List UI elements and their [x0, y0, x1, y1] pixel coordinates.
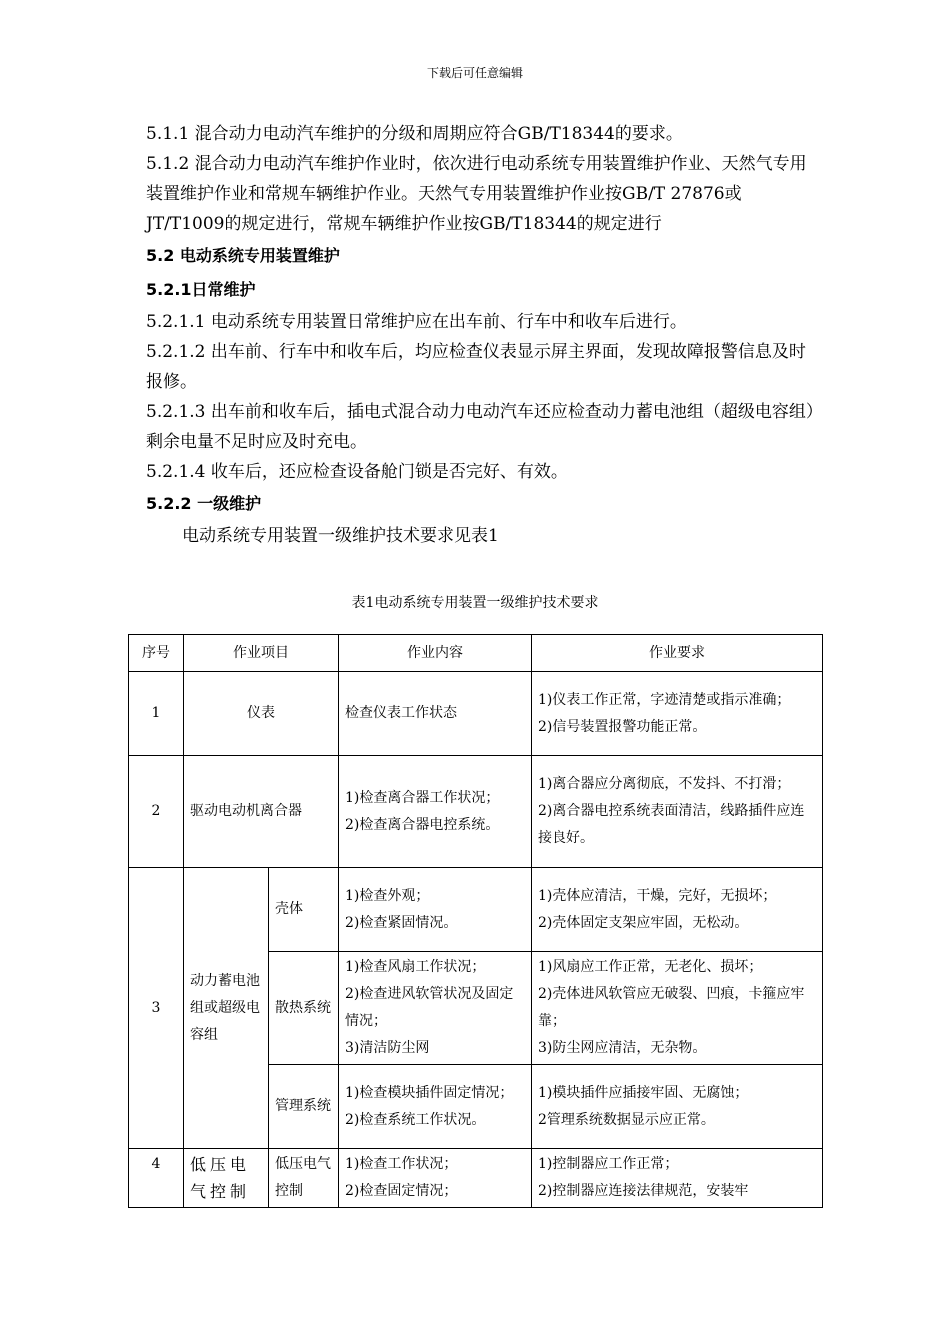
content-line: 2)检查进风软管状况及固定情况；	[345, 986, 514, 1029]
cell-subitem: 壳体	[269, 868, 339, 952]
cell-requirement	[532, 1065, 823, 1149]
requirement-line: 1)风扇应工作正常，无老化、损坏；	[538, 959, 763, 975]
cell-no: 1	[129, 672, 184, 756]
requirement-line: 1)离合器应分离彻底，不发抖、不打滑；	[538, 776, 791, 792]
content-line: 2)检查离合器电控系统。	[345, 816, 500, 833]
cell-no: 2	[129, 756, 184, 868]
content-line: 3)清洁防尘网	[345, 1040, 430, 1056]
heading-5-2-2: 5.2.2 一级维护	[146, 494, 262, 513]
header-item: 作业项目	[184, 635, 339, 672]
cell-item: 驱动电动机离合器	[184, 756, 339, 868]
paragraph-5-2-1-1: 5.2.1.1 电动系统专用装置日常维护应在出车前、行车中和收车后进行。	[146, 312, 687, 332]
table-caption: 表1电动系统专用装置一级维护技术要求	[351, 595, 599, 611]
requirement-line: 1)模块插件应插接牢固、无腐蚀；	[538, 1084, 749, 1101]
cell-content	[339, 868, 532, 952]
cell-requirement	[532, 868, 823, 952]
cell-subitem: 管理系统	[269, 1065, 339, 1149]
requirement-line: 2)壳体固定支架应牢固，无松动。	[538, 914, 749, 931]
paragraph-5-2-1-3: 5.2.1.3 出车前和收车后，插电式混合动力电动汽车还应检查动力蓄电池组（超级电容组）剩余电量不足时应及时充电。	[146, 402, 815, 452]
paragraph-intro: 电动系统专用装置一级维护技术要求见表1	[182, 526, 499, 546]
content-line: 2)检查固定情况；	[345, 1183, 458, 1199]
heading-5-2: 5.2 电动系统专用装置维护	[146, 246, 340, 265]
content-line: 1)检查离合器工作状况；	[345, 789, 500, 806]
maintenance-table	[128, 634, 823, 1208]
table-row	[129, 756, 823, 868]
content-line: 2)检查紧固情况。	[345, 914, 458, 931]
requirement-line: 1)控制器应工作正常；	[538, 1156, 679, 1172]
table-row	[129, 672, 823, 756]
paragraph-5-1-1: 5.1.1 混合动力电动汽车维护的分级和周期应符合GB/T18344的要求。	[146, 124, 683, 144]
paragraph-5-2-1-4: 5.2.1.4 收车后，还应检查设备舱门锁是否完好、有效。	[146, 462, 568, 482]
content-line: 1)检查模块插件固定情况；	[345, 1084, 514, 1101]
cell-subitem: 散热系统	[269, 952, 339, 1065]
requirement-line: 2)控制器应连接法律规范，安装牢	[538, 1183, 749, 1199]
requirement-line: 2)信号装置报警功能正常。	[538, 718, 707, 735]
requirement-line: 2)离合器电控系统表面清洁，线路插件应连接良好。	[538, 803, 805, 846]
table-header-row	[129, 635, 823, 672]
heading-5-2-1: 5.2.1日常维护	[146, 280, 256, 299]
content-line: 1)检查工作状况；	[345, 1156, 458, 1172]
content-line: 1)检查风扇工作状况；	[345, 959, 486, 975]
cell-requirement	[532, 672, 823, 756]
cell-subitem: 低压电气控制	[269, 1149, 339, 1208]
page-header: 下载后可任意编辑	[426, 66, 523, 80]
cell-item: 仪表	[184, 672, 339, 756]
document-body	[146, 119, 816, 551]
paragraph-5-1-2: 5.1.2 混合动力电动汽车维护作业时，依次进行电动系统专用装置维护作业、天然气专用装置维护作业和常规车辆维护作业。天然气专用装置维护作业按GB/T 27876或JT/T1009的规定进行，常规车辆维护作业按GB/T18344的规定进行	[146, 154, 807, 234]
cell-content: 检查仪表工作状态	[339, 672, 532, 756]
cell-requirement	[532, 756, 823, 868]
cell-requirement	[532, 1149, 823, 1208]
cell-content	[339, 1149, 532, 1208]
content-line: 2)检查系统工作状况。	[345, 1111, 486, 1128]
cell-item: 低压电气控制	[184, 1149, 269, 1208]
cell-item: 动力蓄电池组或超级电容组	[184, 868, 269, 1149]
requirement-line: 2管理系统数据显示应正常。	[538, 1111, 715, 1128]
header-requirement: 作业要求	[532, 635, 823, 672]
requirement-line: 1)壳体应清洁，干燥，完好，无损坏；	[538, 887, 777, 904]
requirement-line: 2)壳体进风软管应无破裂、凹痕，卡箍应牢靠；	[538, 986, 805, 1029]
table-row	[129, 1149, 823, 1208]
content-line: 1)检查外观；	[345, 887, 430, 904]
requirement-line: 1)仪表工作正常，字迹清楚或指示准确；	[538, 691, 791, 708]
header-content: 作业内容	[339, 635, 532, 672]
header-no: 序号	[129, 635, 184, 672]
cell-content	[339, 1065, 532, 1149]
cell-no: 3	[129, 868, 184, 1149]
cell-requirement	[532, 952, 823, 1065]
cell-no: 4	[129, 1149, 184, 1208]
paragraph-5-2-1-2: 5.2.1.2 出车前、行车中和收车后，均应检查仪表显示屏主界面，发现故障报警信息及时报修。	[146, 342, 806, 392]
table-row	[129, 868, 823, 952]
cell-content	[339, 952, 532, 1065]
cell-content	[339, 756, 532, 868]
requirement-line: 3)防尘网应清洁，无杂物。	[538, 1040, 707, 1056]
